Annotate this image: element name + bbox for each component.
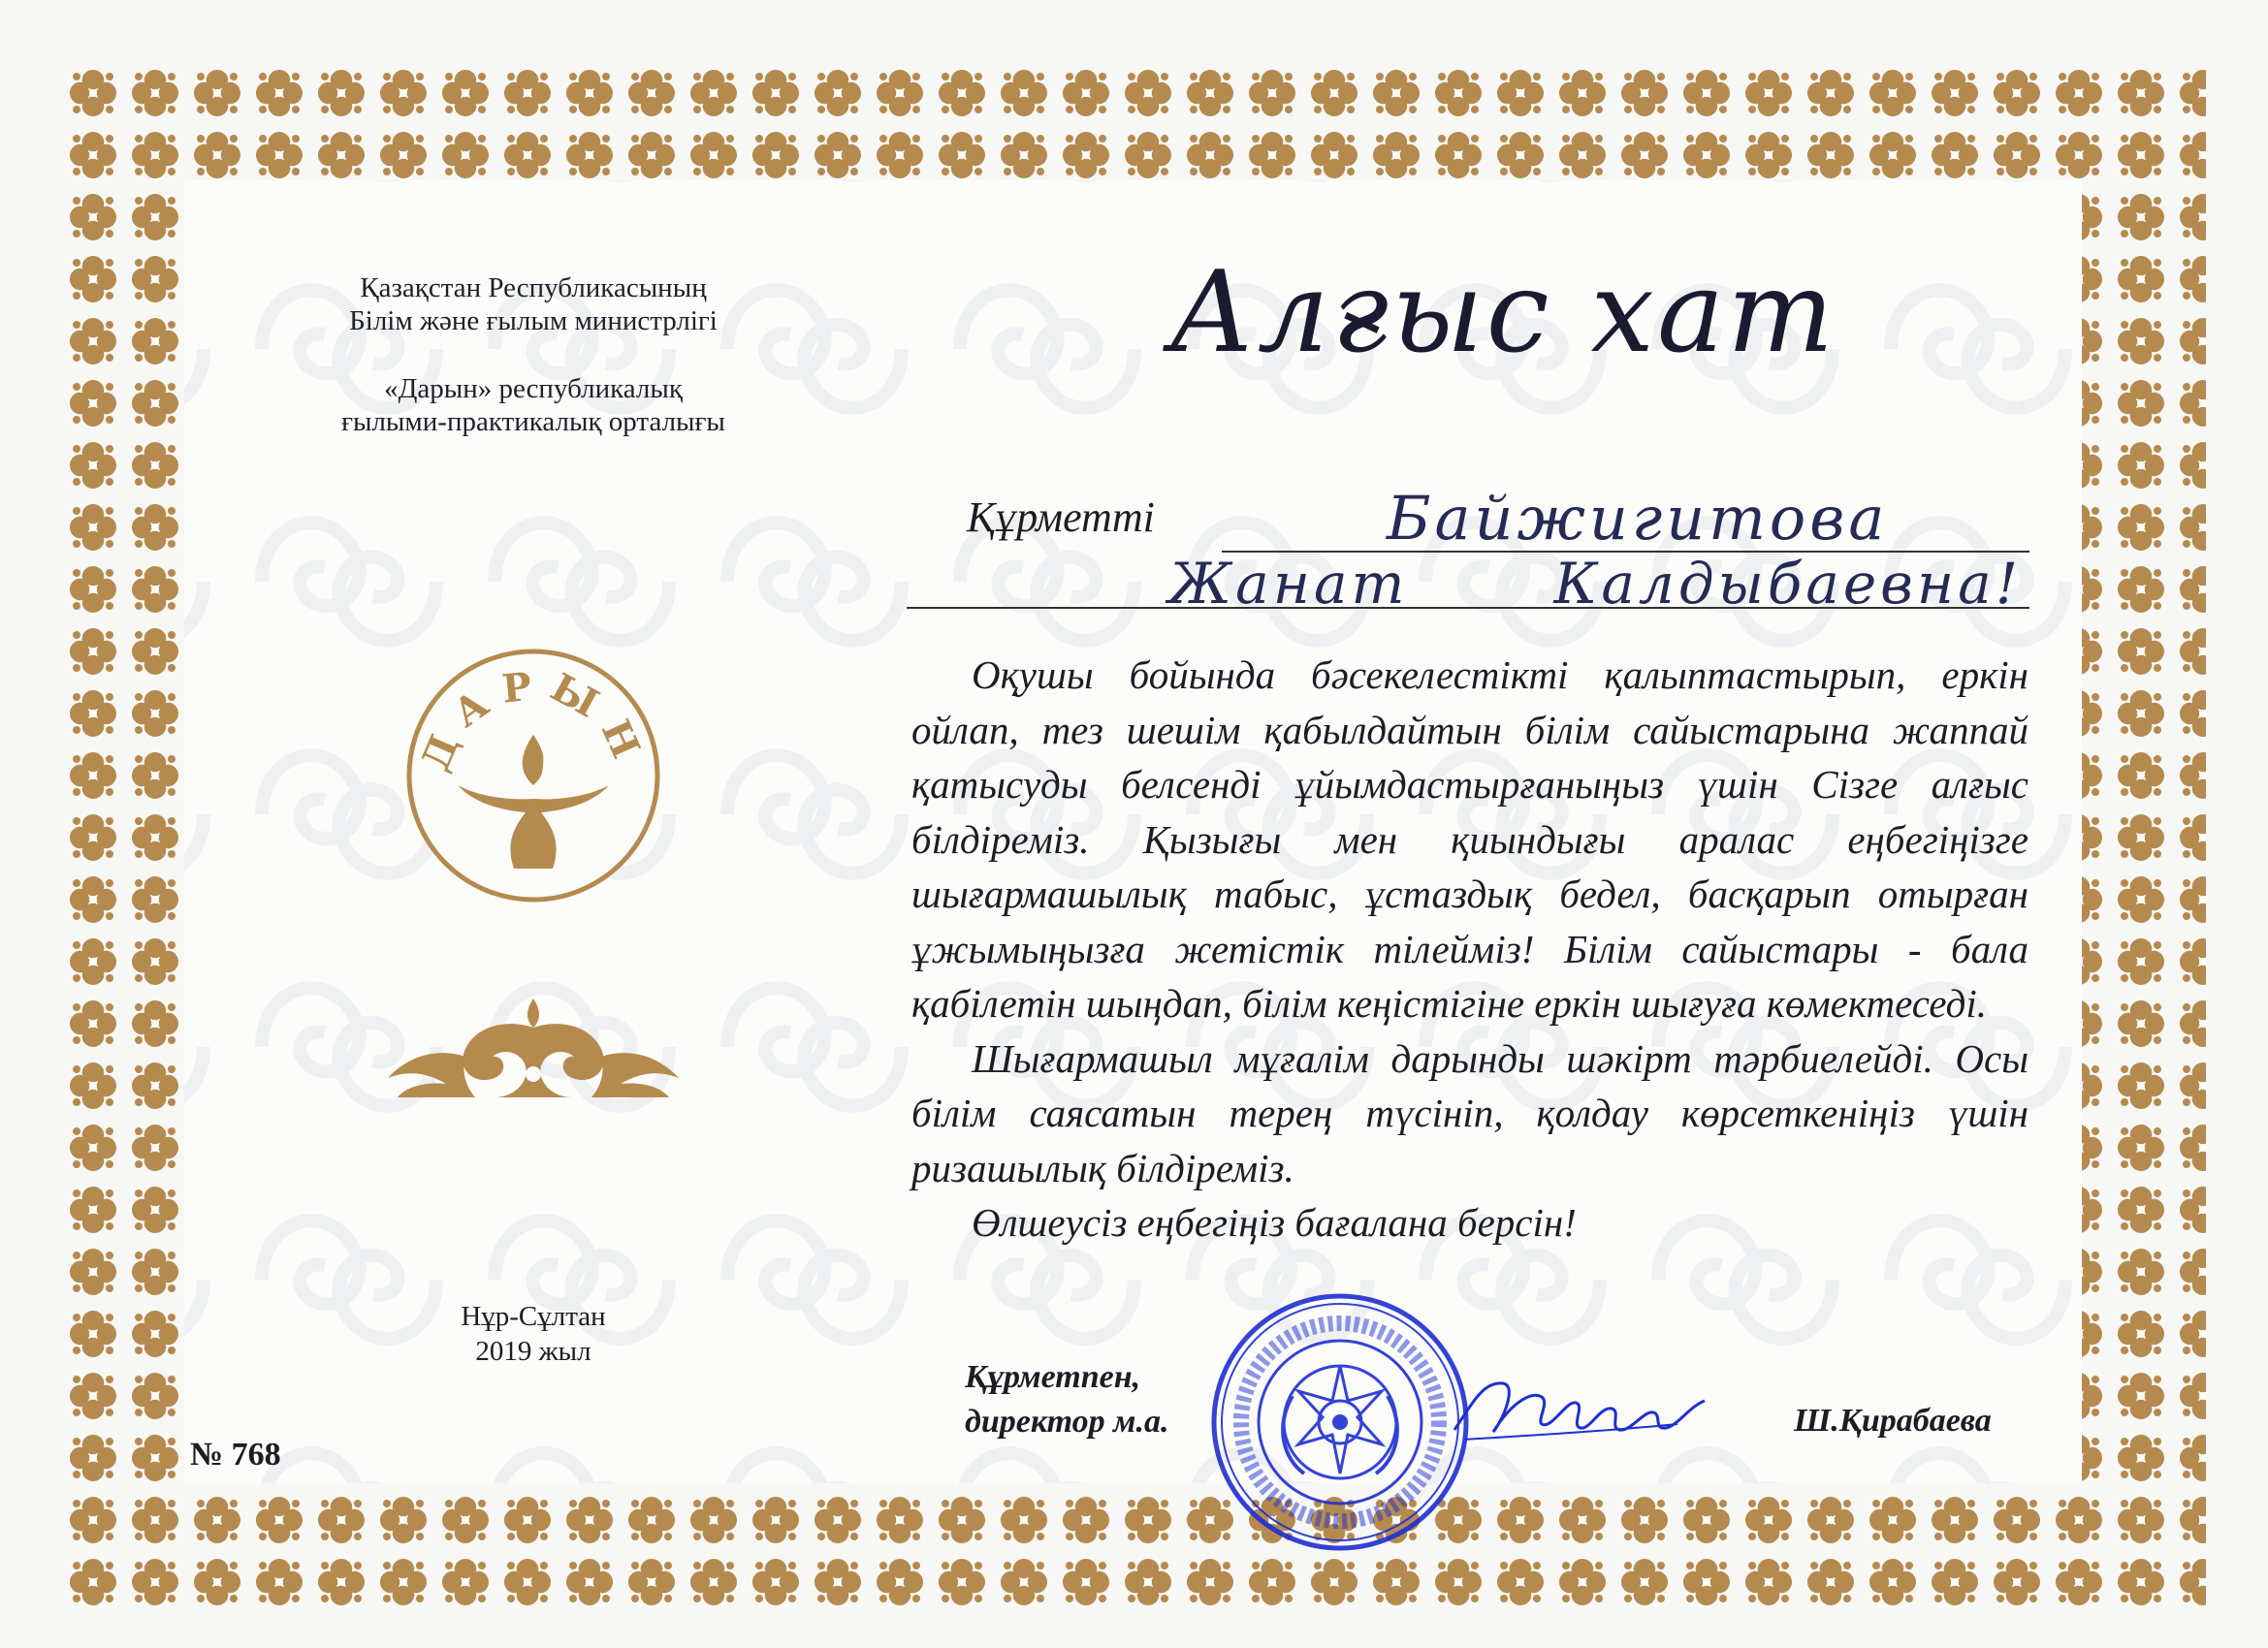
issuing-organization <box>242 271 824 438</box>
director-name: Ш.Қирабаева <box>1794 1403 1992 1439</box>
official-seal-icon <box>1207 1289 1474 1556</box>
year: 2019 жыл <box>475 1336 591 1367</box>
daryn-logo-icon <box>398 640 669 911</box>
closing-position: директор м.а. <box>965 1404 1169 1440</box>
certificate-body <box>911 648 2028 1251</box>
org-line-2: Білім және ғылым министрлігі <box>349 305 718 336</box>
certificate-number: № 768 <box>190 1437 281 1473</box>
place-and-year <box>388 1299 679 1369</box>
certificate-title: Алғыс хат <box>1168 247 1837 378</box>
recipient-surname: Байжигитова <box>1387 483 1889 554</box>
handwritten-signature-icon <box>1445 1362 1716 1459</box>
org-line-4: ғылыми-практикалық орталығы <box>341 406 725 437</box>
svg-text:ДАРЫН: ДАРЫН <box>412 662 655 777</box>
kazakh-ornament-icon <box>359 989 708 1105</box>
body-paragraph-1: Оқушы бойында бәсекелестікті қалыптастырып, еркін ойлап, тез шешім қабылдайтын білім сайыстарына жаппай қатысуды белсенді ұйымдастырғаныңыз үшін Сізге алғыс білдіреміз. Қызығы мен қиындығы аралас еңбегіңізге шығармашылық табыс, ұстаздық бедел, басқарып отырған ұжымыңызға жетістік тілейміз! Білім сайыстары - бала қабілетін шыңдап, білім кеңістігіне еркін шығуға көмектеседі. <box>911 652 2028 1026</box>
recipient-given-names <box>1168 551 2022 617</box>
salutation: Құрметті <box>967 493 1155 541</box>
recipient-patronymic: Калдыбаевна! <box>1553 551 2022 617</box>
org-line-1: Қазақстан Республикасының <box>360 272 707 303</box>
body-paragraph-3: Өлшеусіз еңбегіңіз бағалана берсін! <box>972 1200 1577 1245</box>
closing-regards: Құрметпен, <box>965 1359 1141 1395</box>
body-paragraph-2: Шығармашыл мұғалім дарынды шәкірт тәрбиелейді. Осы білім саясатын терең түсініп, қолдау көрсеткеніңіз үшін ризашылық білдіреміз. <box>911 1035 2028 1190</box>
org-line-3: «Дарын» республикалық <box>384 373 683 404</box>
city: Нұр-Сұлтан <box>461 1301 606 1332</box>
recipient-first-name: Жанат <box>1168 551 1409 617</box>
closing-block <box>965 1355 1168 1444</box>
